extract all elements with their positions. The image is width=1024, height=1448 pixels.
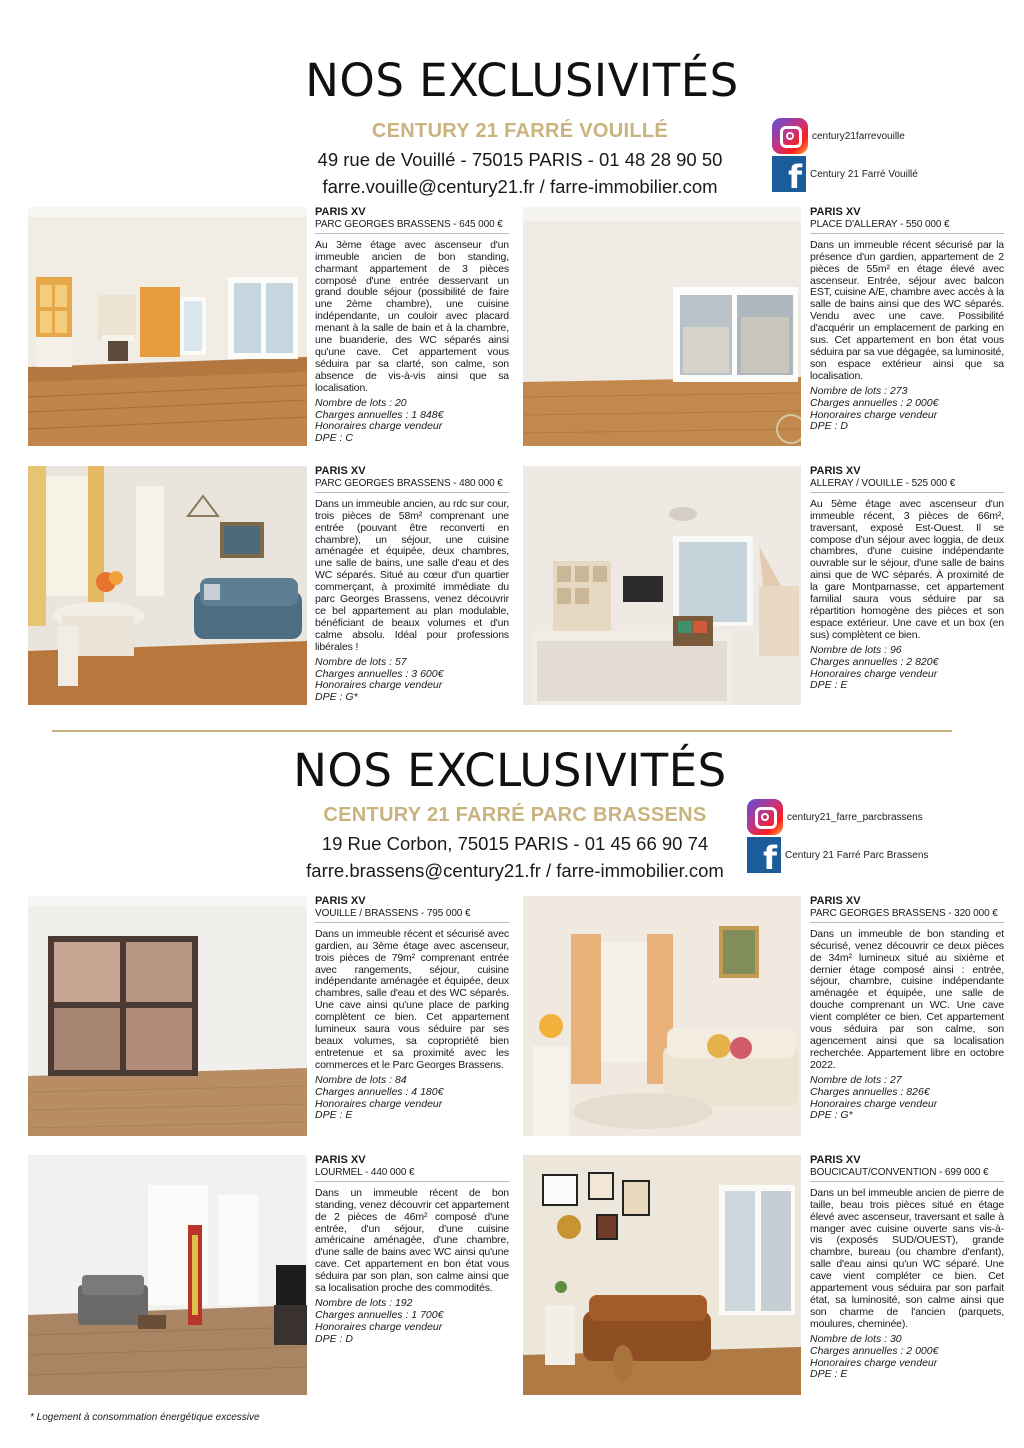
listing-photo-salon[interactable]: [28, 466, 307, 705]
instagram-icon: [772, 118, 808, 154]
facebook-icon: f: [772, 156, 806, 192]
listing-location-price: PARC GEORGES BRASSENS - 645 000 €: [315, 219, 509, 234]
listing-lots: Nombre de lots : 273: [810, 384, 908, 397]
listing-dpe: DPE : E: [315, 1109, 353, 1122]
listing-photo-family-room[interactable]: [523, 466, 801, 705]
footnote: * Logement à consommation énergétique excessive: [30, 1412, 260, 1423]
listing-charges: Charges annuelles : 1 700€: [315, 1308, 444, 1321]
listing-details: [810, 896, 1004, 1122]
listing-details: [315, 466, 509, 704]
listing-details: [810, 1155, 1004, 1381]
listing-photo-cozy-room[interactable]: [523, 896, 801, 1136]
section-divider: [52, 730, 952, 732]
listing-city: PARIS XV: [315, 1154, 366, 1166]
listing-city: PARIS XV: [315, 895, 366, 907]
listing-dpe: DPE : D: [315, 1332, 353, 1345]
listing-location-price: ALLERAY / VOUILLE - 525 000 €: [810, 478, 1004, 493]
listing-fees: Honoraires charge vendeur: [315, 1320, 443, 1333]
listing-lots: Nombre de lots : 30: [810, 1332, 902, 1345]
listing-city: PARIS XV: [315, 206, 366, 218]
listing-photo-modern-room[interactable]: [28, 1155, 307, 1395]
listing-dpe: DPE : G*: [315, 691, 358, 704]
agency-block: [300, 120, 740, 198]
listing-city: PARIS XV: [810, 895, 861, 907]
listing-fees: Honoraires charge vendeur: [810, 667, 938, 680]
listing-charges: Charges annuelles : 1 848€: [315, 408, 444, 421]
listing-charges: Charges annuelles : 2 000€: [810, 1344, 939, 1357]
listing-description: Dans un immeuble récent sécurisé par la présence d'un gardien, appartement de 2 pièces de 55m² en étage élevé avec ascenseur. Entrée, séjour avec balcon EST, cuisine A/E, chambre avec accès à la salle de bains ainsi que des WC séparés. Vendu avec une cave. Possibilité d'acquérir un emplacement de parking en sus. Cet appartement en bon état vous séduira par sa vue dégagée, sa luminosité, son espace extérieur ainsi que sa localisation.: [810, 238, 1004, 382]
listing-location-price: PLACE D'ALLERAY - 550 000 €: [810, 219, 1004, 234]
listing-charges: Charges annuelles : 826€: [810, 1085, 930, 1098]
agency-address: 19 Rue Corbon, 75015 PARIS - 01 45 66 90 74: [321, 833, 709, 854]
facebook-link[interactable]: [747, 837, 928, 873]
listing-photo-eclectic-room[interactable]: [523, 1155, 801, 1395]
listing-location-price: LOURMEL - 440 000 €: [315, 1167, 509, 1182]
listing-location-price: VOUILLE / BRASSENS - 795 000 €: [315, 908, 509, 923]
instagram-link[interactable]: [772, 118, 905, 154]
listing-city: PARIS XV: [810, 206, 861, 218]
listing-lots: Nombre de lots : 20: [315, 396, 407, 409]
listing-description: Dans un immeuble récent et sécurisé avec gardien, au 3ème étage avec ascenseur, trois pièces de 79m² comprenant entrée avec rangements, séjour, cuisine indépendante aménagée et équipée, deux chambres, salle d'eau et des WC séparés. Une cave ainsi qu'une place de parking complètent ce bien. Cet appartement lumineux saura vous séduire par ses beaux volumes, sa copropriété bien entretenue et sa proximité avec les commerces et le Parc Georges Brassens.: [315, 927, 509, 1071]
listing-fees: Honoraires charge vendeur: [810, 1097, 938, 1110]
listing-dpe: DPE : G*: [810, 1109, 853, 1122]
listing-details: [810, 207, 1004, 433]
listing-fees: Honoraires charge vendeur: [315, 679, 443, 692]
listing-description: Dans un bel immeuble ancien de pierre de taille, beau trois pièces situé en étage élevé avec ascenseur, traversant et salle à manger avec cuisine ouverte sans vis-à-vis (exposés SUD/OUEST), grande chambre, bureau (ou chambre d'enfant), salle d'eau ainsi qu'un WC séparé. Une cave vient compléter ce bien. Cet appartement vous séduira par son parfait état, sa luminosité, son calme ainsi que son charme de l'ancien (parquets, moulures, cheminée).: [810, 1186, 1004, 1330]
listing-details: [315, 1155, 509, 1346]
facebook-name: Century 21 Farré Parc Brassens: [785, 849, 929, 861]
instagram-handle: century21farrevouille: [812, 130, 905, 142]
instagram-link[interactable]: [747, 799, 923, 835]
facebook-name: Century 21 Farré Vouillé: [810, 168, 918, 180]
listing-meta: [810, 386, 1004, 434]
listing-dpe: DPE : C: [315, 432, 353, 445]
instagram-icon: [747, 799, 783, 835]
agency-contact[interactable]: farre.brassens@century21.fr / farre-immobilier.com: [306, 860, 724, 881]
agency-block: [290, 804, 740, 882]
listing-meta: [810, 1075, 1004, 1123]
listing-charges: Charges annuelles : 2 820€: [810, 655, 939, 668]
instagram-handle: century21_farre_parcbrassens: [787, 811, 923, 823]
listing-photo-empty-room[interactable]: [523, 207, 801, 446]
agency-name: CENTURY 21 FARRÉ PARC BRASSENS: [323, 804, 707, 826]
listing-description: Au 5ème étage avec ascenseur d'un immeuble récent, 3 pièces de 66m², traversant, exposé Est-Ouest. Il se compose d'un séjour avec loggia, de deux chambres, d'une cuisine indépendante ouvrable sur le séjour, d'une salle de bains ainsi que de WC séparés. À proximité de la gare Montparnasse, cet appartement familial saura vous séduire par sa répartition homogène des pièces et son espace extérieur. Une cave et un box (en sus) complètent ce bien.: [810, 497, 1004, 641]
agency-address: 49 rue de Vouillé - 75015 PARIS - 01 48 28 90 50: [317, 149, 723, 170]
agency-name: CENTURY 21 FARRÉ VOUILLÉ: [371, 120, 669, 142]
listing-city: PARIS XV: [810, 1154, 861, 1166]
listing-fees: Honoraires charge vendeur: [810, 408, 938, 421]
listing-location-price: PARC GEORGES BRASSENS - 320 000 €: [810, 908, 1004, 923]
listing-details: [315, 207, 509, 445]
listing-description: Dans un immeuble récent de bon standing, venez découvrir cet appartement de 2 pièces de 46m² composé d'une entrée, d'un séjour, d'une cuisine américaine aménagée, d'une chambre, d'une salle de bains avec WC ainsi qu'une cave. Cet appartement en bon état vous séduira par son plan, son calme ainsi que sa localisation proche des commodités.: [315, 1186, 509, 1295]
listing-fees: Honoraires charge vendeur: [315, 420, 443, 433]
listing-location-price: PARC GEORGES BRASSENS - 480 000 €: [315, 478, 509, 493]
listing-lots: Nombre de lots : 84: [315, 1073, 407, 1086]
listing-photo-living-room[interactable]: [28, 207, 307, 446]
listing-lots: Nombre de lots : 27: [810, 1073, 902, 1086]
listing-meta: [810, 645, 1004, 693]
listing-photo-bright-room[interactable]: [28, 896, 307, 1136]
listing-charges: Charges annuelles : 2 000€: [810, 396, 939, 409]
listing-lots: Nombre de lots : 57: [315, 655, 407, 668]
listing-dpe: DPE : E: [810, 1368, 848, 1381]
section-title: NOS EXCLUSIVITÉS: [293, 744, 727, 797]
listing-dpe: DPE : D: [810, 420, 848, 433]
listing-fees: Honoraires charge vendeur: [810, 1356, 938, 1369]
listing-description: Au 3ème étage avec ascenseur d'un immeuble ancien de bon standing, charmant appartement de 3 pièces composé d'une entrée desservant un grand double séjour (possibilité de faire une 2ème chambre), une cuisine indépendante, un couloir avec placard menant à la salle de bain et à la chambre, une buanderie, des WC séparés ainsi qu'une cave. Cet appartement vous séduira par sa clarté, son calme, son absence de vis-à-vis ainsi que sa localisation.: [315, 238, 509, 394]
listing-details: [810, 466, 1004, 692]
listing-description: Dans un immeuble ancien, au rdc sur cour, trois pièces de 58m² comprenant une entrée (pouvant être reconverti en chambre), un séjour, une cuisine aménagée et équipée, deux chambres, une salle de bains, une salle d'eau et des WC séparés. Situé au cœur d'un quartier commerçant, à proximité immédiate du parc Georges Brassens, venez découvrir ce bel appartement au plan modulable, bénéficiant de beaux volumes et d'un calme absolu. Idéal pour professions libérales !: [315, 497, 509, 653]
listing-meta: [810, 1334, 1004, 1382]
listing-city: PARIS XV: [810, 465, 861, 477]
listing-location-price: BOUCICAUT/CONVENTION - 699 000 €: [810, 1167, 1004, 1182]
listing-lots: Nombre de lots : 96: [810, 643, 902, 656]
listing-lots: Nombre de lots : 192: [315, 1296, 413, 1309]
listing-meta: [315, 657, 509, 705]
section-title: NOS EXCLUSIVITÉS: [305, 54, 739, 107]
listing-dpe: DPE : E: [810, 679, 848, 692]
facebook-link[interactable]: [772, 156, 918, 192]
listing-description: Dans un immeuble de bon standing et sécurisé, venez découvrir ce deux pièces de 34m² lumineux situé au sixième et dernier étage composé ainsi : entrée, séjour, chambre, cuisine indépendante aménagée et équipée, une salle de douche comprenant un WC. Une cave vient compléter ce bien. Cet appartement vous séduira par son calme, son agencement ainsi que sa localisation recherchée. Appartement libre en octobre 2022.: [810, 927, 1004, 1071]
listing-details: [315, 896, 509, 1122]
facebook-icon: f: [747, 837, 781, 873]
listing-meta: [315, 1298, 509, 1346]
listing-meta: [315, 398, 509, 446]
listing-meta: [315, 1075, 509, 1123]
listing-fees: Honoraires charge vendeur: [315, 1097, 443, 1110]
listing-city: PARIS XV: [315, 465, 366, 477]
agency-contact[interactable]: farre.vouille@century21.fr / farre-immobilier.com: [322, 176, 718, 197]
listing-charges: Charges annuelles : 4 180€: [315, 1085, 444, 1098]
listing-charges: Charges annuelles : 3 600€: [315, 667, 444, 680]
